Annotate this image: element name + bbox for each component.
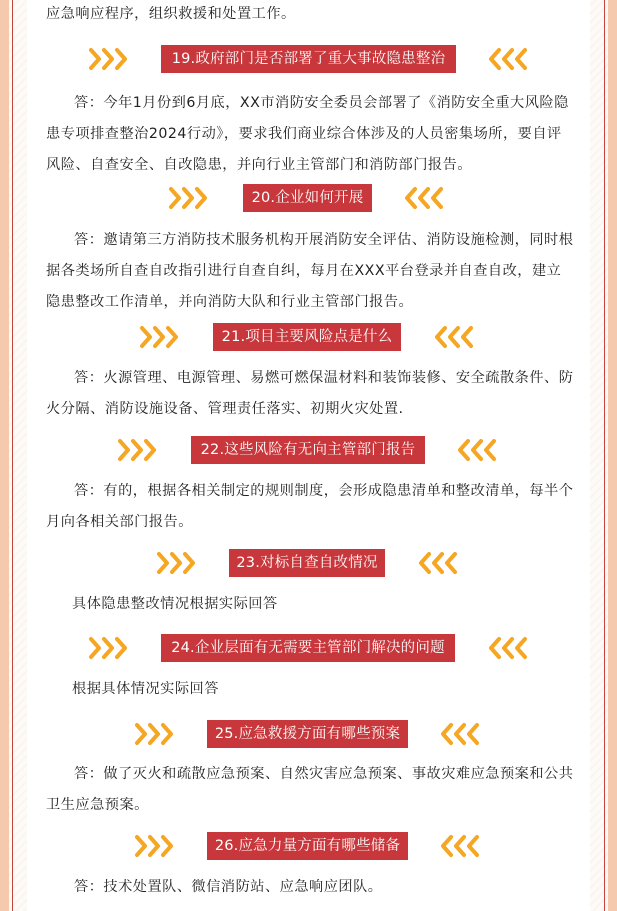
section-22-title: 22.这些风险有无向主管部门报告 xyxy=(191,436,425,464)
intro-tail-text: 应急响应程序，组织救援和处置工作。 xyxy=(46,6,296,22)
chevron-left-icon xyxy=(455,437,499,463)
chevron-left-icon xyxy=(402,185,446,211)
section-26-title: 26.应急力量方面有哪些储备 xyxy=(207,832,408,860)
chevron-right-icon xyxy=(139,324,183,350)
section-25-header xyxy=(0,720,617,748)
section-25-answer: 答：做了灭火和疏散应急预案、自然灾害应急预案、事故灾难应急预案和公共卫生应急预案。 xyxy=(46,766,574,813)
section-25-title: 25.应急救援方面有哪些预案 xyxy=(207,720,408,748)
section-26-answer: 答：技术处置队、微信消防站、应急响应团队。 xyxy=(74,879,383,895)
section-21-answer: 答：火源管理、电源管理、易燃可燃保温材料和装饰装修、安全疏散条件、防火分隔、消防设施设备、管理责任落实、初期火灾处置. xyxy=(46,370,574,417)
chevron-right-icon xyxy=(134,721,178,747)
chevron-left-icon xyxy=(486,46,530,72)
section-24-title: 24.企业层面有无需要主管部门解决的问题 xyxy=(161,634,455,662)
chevron-right-icon xyxy=(88,635,132,661)
section-22-answer: 答：有的，根据各相关制定的规则制度，会形成隐患清单和整改清单，每半个月向各相关部门报告。 xyxy=(46,483,574,530)
section-21-title: 21.项目主要风险点是什么 xyxy=(213,323,401,351)
chevron-left-icon xyxy=(438,833,482,859)
chevron-right-icon xyxy=(168,185,212,211)
section-23-answer: 具体隐患整改情况根据实际回答 xyxy=(72,596,278,612)
chevron-left-icon xyxy=(438,721,482,747)
section-19-title: 19.政府部门是否部署了重大事故隐患整治 xyxy=(161,45,456,73)
chevron-right-icon xyxy=(117,437,161,463)
section-26-header xyxy=(0,832,617,860)
section-22-header xyxy=(0,436,617,464)
section-23-header xyxy=(0,549,617,577)
section-19-answer: 答：今年1月份到6月底，XX市消防安全委员会部署了《消防安全重大风险隐患专项排查整治2024行动》，要求我们商业综合体涉及的人员密集场所，要自评风险、自查安全、自改隐患，并向行业主管部门和消防部门报告。 xyxy=(46,95,569,173)
chevron-right-icon xyxy=(88,46,132,72)
section-24-header xyxy=(0,634,617,662)
chevron-right-icon xyxy=(156,550,200,576)
chevron-left-icon xyxy=(486,635,530,661)
section-19-header xyxy=(0,45,617,73)
section-20-header xyxy=(0,184,617,212)
section-24-answer: 根据具体情况实际回答 xyxy=(72,681,219,697)
chevron-left-icon xyxy=(416,550,460,576)
section-23-title: 23.对标自查自改情况 xyxy=(229,549,385,577)
section-20-answer: 答：邀请第三方消防技术服务机构开展消防安全评估、消防设施检测，同时根据各类场所自查自改指引进行自查自纠，每月在XXX平台登录并自查自改，建立隐患整改工作清单，并向消防大队和行业主管部门报告。 xyxy=(46,232,574,310)
chevron-left-icon xyxy=(432,324,476,350)
section-20-title: 20.企业如何开展 xyxy=(243,184,372,212)
section-21-header xyxy=(0,323,617,351)
chevron-right-icon xyxy=(134,833,178,859)
